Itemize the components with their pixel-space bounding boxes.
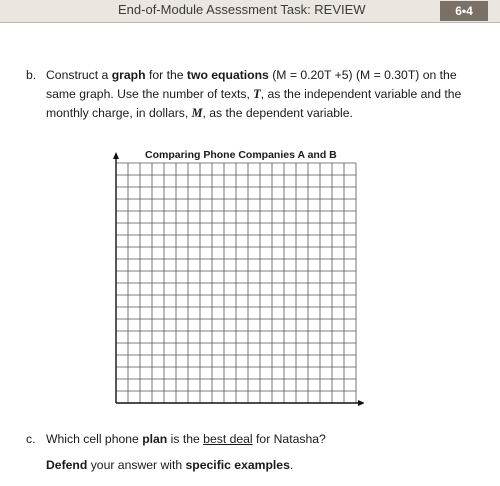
defend-specific-examples: specific examples: [185, 458, 290, 472]
x-axis-arrow-icon: [358, 400, 364, 406]
page-title: End-of-Module Assessment Task: REVIEW: [118, 2, 366, 17]
question-b-label: b.: [26, 68, 37, 82]
question-c-best-deal: best deal: [203, 432, 253, 446]
header-bar: [0, 0, 500, 23]
question-c-text-3: for Natasha?: [252, 432, 326, 446]
defend-instruction: [46, 458, 293, 472]
question-b-text-4: , as the independent variable and the monthly charge, in dollars,: [46, 87, 462, 120]
question-b-two-equations: two equations: [186, 68, 269, 82]
question-c-label: c.: [26, 432, 36, 446]
question-c-text: [46, 432, 326, 446]
variable-m: M: [191, 106, 203, 120]
defend-text-2: .: [289, 458, 294, 472]
question-b-text-2: for the: [145, 68, 187, 82]
y-axis-arrow-icon: [113, 152, 119, 159]
question-c-text-2: is the: [167, 432, 204, 446]
question-b-text-1: Construct a: [46, 68, 112, 82]
chart-title: Comparing Phone Companies A and B: [145, 149, 337, 161]
defend-word: Defend: [46, 458, 88, 472]
question-b-graph-word: graph: [111, 68, 146, 82]
question-b-text: [46, 66, 481, 123]
question-b-text-3: (M = 0.20T +5) (M = 0.30T) on the same graph. Use the number of texts,: [46, 68, 457, 101]
graph-grid: [104, 150, 364, 414]
defend-text-1: your answer with: [87, 458, 186, 472]
question-b-text-5: , as the dependent variable.: [202, 106, 353, 120]
question-c-text-1: Which cell phone: [46, 432, 143, 446]
variable-t: T: [253, 87, 261, 101]
header-divider: [0, 22, 500, 23]
question-c-plan-word: plan: [142, 432, 168, 446]
module-badge: 6•4: [440, 1, 488, 21]
